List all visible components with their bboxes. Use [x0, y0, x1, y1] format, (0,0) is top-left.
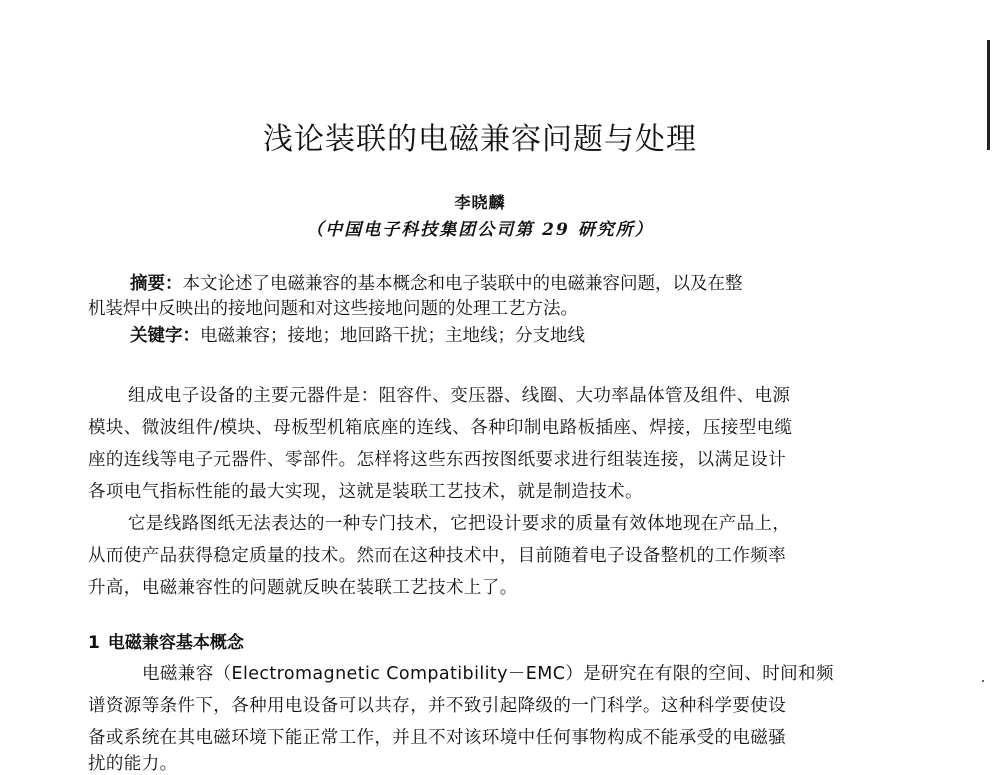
- paper-title: 浅论装联的电磁兼容问题与处理: [263, 122, 697, 157]
- abstract-text-1: 本文论述了电磁兼容的基本概念和电子装联中的电磁兼容问题，以及在整: [182, 274, 743, 294]
- intro-p1-line-1: 组成电子设备的主要元器件是：阻容件、变压器、线圈、大功率晶体管及组件、电源: [128, 386, 791, 406]
- section-1-line-2: 谱资源等条件下，各种用电设备可以共存，并不致引起降级的一门科学。这种科学要使设: [88, 696, 787, 716]
- intro-p2-line-3: 升高，电磁兼容性的问题就反映在装联工艺技术上了。: [88, 578, 518, 598]
- intro-p1-line-3: 座的连线等电子元器件、零部件。怎样将这些东西按图纸要求进行组装连接，以满足设计: [88, 450, 787, 470]
- intro-p1-line-2: 模块、微波组件/模块、母板型机箱底座的连线、各种印制电路板插座、焊接，压接型电缆: [88, 418, 793, 438]
- author-affiliation: （中国电子科技集团公司第 29 研究所）: [306, 220, 654, 240]
- abstract-line-1: [130, 272, 743, 296]
- abstract-line-2: 机装焊中反映出的接地问题和对这些接地问题的处理工艺方法。: [88, 299, 578, 319]
- keywords-text: 电磁兼容；接地；地回路干扰；主地线；分支地线: [200, 326, 585, 346]
- intro-p1-line-4: 各项电气指标性能的最大实现，这就是装联工艺技术，就是制造技术。: [88, 482, 643, 502]
- intro-p2-line-2: 从而使产品获得稳定质量的技术。然而在这种技术中，目前随着电子设备整机的工作频率: [88, 546, 787, 566]
- keywords-label: 关键字：: [130, 326, 200, 346]
- section-1-number: 1: [88, 633, 100, 653]
- section-1-heading: [88, 628, 244, 653]
- keywords-line: [130, 324, 585, 348]
- section-1-title: 电磁兼容基本概念: [107, 633, 244, 653]
- section-1-line-1: 电磁兼容（Electromagnetic Compatibility－EMC）是研究在有限的空间、时间和频: [142, 664, 834, 684]
- author-name: 李晓麟: [454, 193, 506, 212]
- abstract-label: 摘要：: [130, 274, 183, 294]
- scan-speck: [982, 680, 984, 682]
- section-1-line-3: 备或系统在其电磁环境下能正常工作，并且不对该环境中任何事物构成不能承受的电磁骚: [88, 728, 787, 748]
- intro-p2-line-1: 它是线路图纸无法表达的一种专门技术，它把设计要求的质量有效体地现在产品上，: [128, 514, 791, 534]
- section-1-line-4: 扰的能力。: [88, 754, 178, 774]
- page-edge-mark: [987, 40, 990, 150]
